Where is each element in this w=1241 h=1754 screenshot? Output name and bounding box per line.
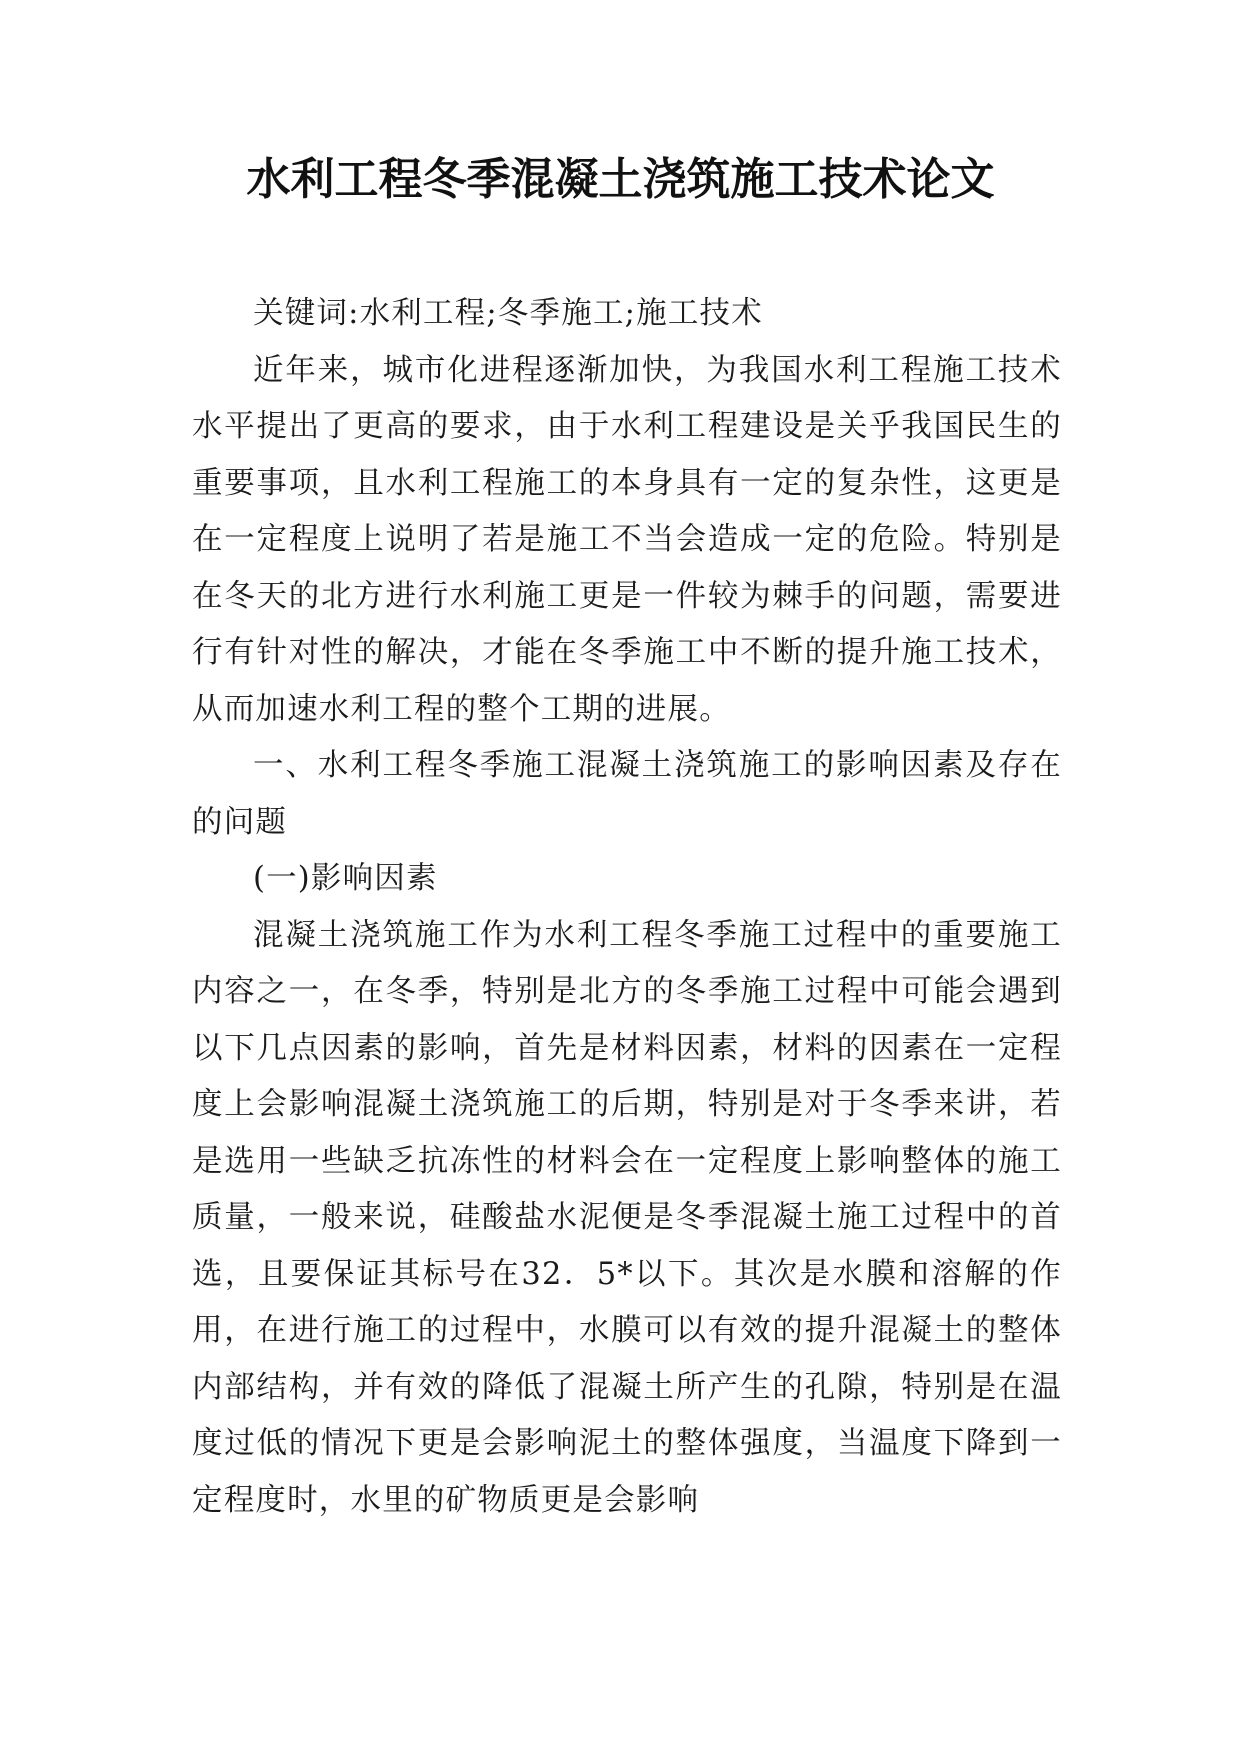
subsection-heading: (一)影响因素 [253,861,438,896]
subsection-paragraph: 混凝土浇筑施工作为水利工程冬季施工过程中的重要施工内容之一，在冬季，特别是北方的冬季施工过程中可能会遇到以下几点因素的影响，首先是材料因素，材料的因素在一定程度上会影响混凝土浇筑施工的后期，特别是对于冬季来讲，若是选用一些缺乏抗冻性的材料会在一定程度上影响整体的施工质量，一般来说，硅酸盐水泥便是冬季混凝土施工过程中的首选，且要保证其标号在32．5*以下。其次是水膜和溶解的作用，在进行施工的过程中，水膜可以有效的提升混凝土的整体内部结构，并有效的降低了混凝土所产生的孔隙，特别是在温度过低的情况下更是会影响泥土的整体强度，当温度下降到一定程度时，水里的矿物质更是会影响 [192,917,1062,1518]
keywords-paragraph: 关键词:水利工程;冬季施工;施工技术 [253,296,763,331]
section-heading: 一、水利工程冬季施工混凝土浇筑施工的影响因素及存在的问题 [192,748,1062,840]
document-title: 水利工程冬季混凝土浇筑施工技术论文 [246,154,995,205]
document-body [192,286,1062,1529]
intro-paragraph: 近年来，城市化进程逐渐加快，为我国水利工程施工技术水平提出了更高的要求，由于水利工程建设是关乎我国民生的重要事项，且水利工程施工的本身具有一定的复杂性，这更是在一定程度上说明了若是施工不当会造成一定的危险。特别是在冬天的北方进行水利施工更是一件较为棘手的问题，需要进行有针对性的解决，才能在冬季施工中不断的提升施工技术，从而加速水利工程的整个工期的进展。 [192,352,1062,727]
